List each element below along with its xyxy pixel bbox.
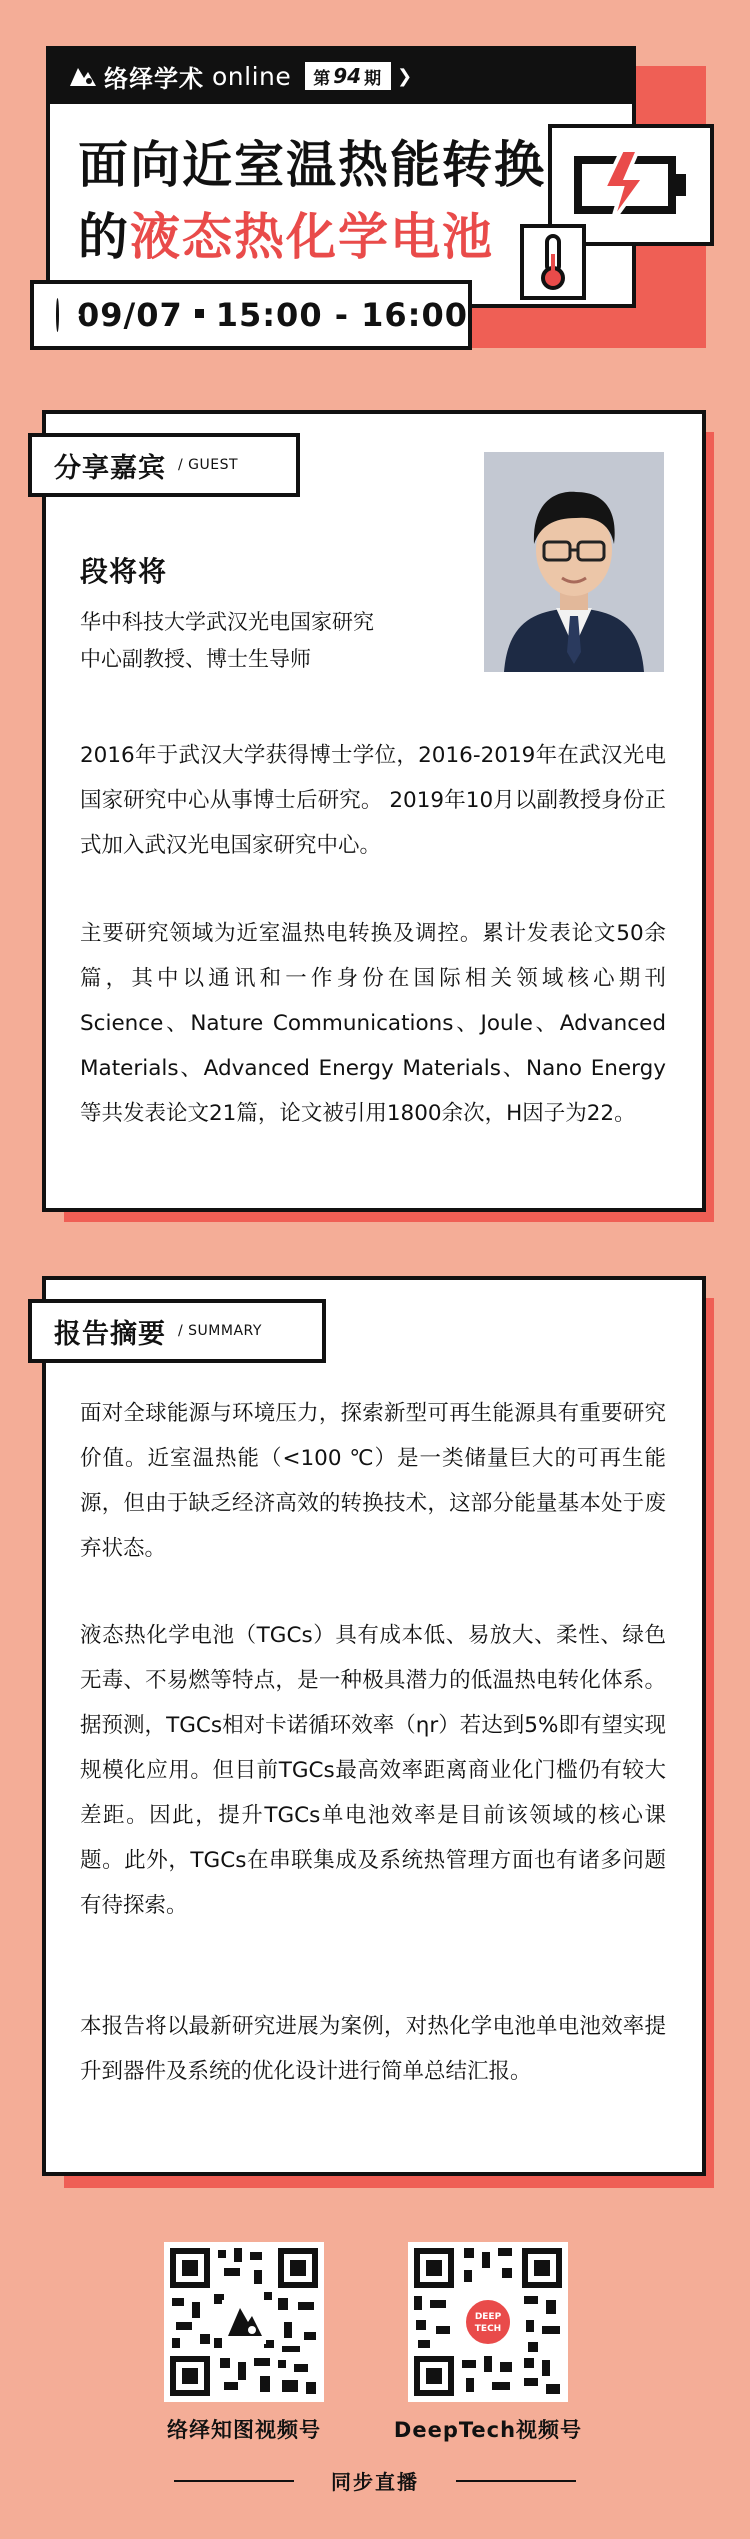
issue-badge [305, 62, 391, 90]
thermometer-icon [524, 228, 582, 296]
qr-code-icon [408, 2242, 568, 2402]
issue-number: 94 [333, 64, 362, 88]
brand-logo-icon [68, 64, 98, 88]
title-line-1: 面向近室温热能转换 [78, 136, 546, 194]
brand-name: 络绎学术 [104, 64, 204, 93]
guest-portrait-image [484, 452, 664, 672]
summary-paragraph-1: 面对全球能源与环境压力，探索新型可再生能源具有重要研究价值。近室温热能（<100 ℃）是一类储量巨大的可再生能源，但由于缺乏经济高效的转换技术，这部分能量基本处于废弃状态。 [80, 1401, 666, 1561]
brand-bar [50, 48, 634, 104]
guest-name: 段将将 [80, 555, 168, 588]
summary-section-title: 报告摘要 [54, 1318, 166, 1350]
title-line-2 [78, 208, 494, 266]
qr-label-deeptech: DeepTech视频号 [393, 2418, 583, 2442]
datetime-box [30, 280, 472, 350]
guest-bio-paragraph-1: 2016年于武汉大学获得博士学位，2016-2019年在武汉光电国家研究中心从事博士后研究。 2019年10月以副教授身份正式加入武汉光电国家研究中心。 [80, 743, 666, 858]
guest-section-tag [28, 433, 300, 497]
thermometer-icon-box [520, 224, 586, 300]
summary-section-subtitle: / SUMMARY [178, 1323, 262, 1339]
deeptech-logo-text-1: DEEP [474, 2312, 502, 2322]
guest-bio-paragraph-2: 主要研究领域为近室温热电转换及调控。累计发表论文50余篇，其中以通讯和一作身份在国际相关领域核心期刊Science、Nature Communications、Joule、Advanced Materials、Advanced Energy Materials、Nano Energy等共发表论文21篇，论文被引用1800余次，H因子为22。 [80, 921, 666, 1126]
deeptech-logo-text-2: TECH [474, 2324, 502, 2334]
time: 15:00 - 16:00 [215, 296, 468, 334]
guest-affiliation-line-2: 中心副教授、博士生导师 [80, 647, 311, 671]
issue-prefix: 第 [313, 68, 331, 89]
guest-avatar [484, 452, 664, 672]
guest-affiliation-line-1: 华中科技大学武汉光电国家研究 [80, 610, 374, 634]
date: 09/07 [76, 296, 183, 334]
brand-online: online [212, 61, 292, 91]
title-line-2-red: 液态热化学电池 [130, 208, 494, 266]
guest-section-title: 分享嘉宾 [54, 452, 166, 484]
divider-right [456, 2480, 576, 2482]
separator-dot [195, 309, 204, 318]
qr-code-icon [164, 2242, 324, 2402]
summary-paragraph-2: 液态热化学电池（TGCs）具有成本低、易放大、柔性、绿色无毒、不易燃等特点，是一种极具潜力的低温热电转化体系。据预测，TGCs相对卡诺循环效率（ηr）若达到5%即有望实现规模化应用。但目前TGCs最高效率距离商业化门槛仍有较大差距。因此，提升TGCs单电池效率是目前该领域的核心课题。此外，TGCs在串联集成及系统热管理方面也有诸多问题有待探索。 [80, 1623, 666, 1918]
guest-section-subtitle: / GUEST [178, 457, 239, 473]
qr-code-deeptech[interactable] [408, 2242, 568, 2402]
chevron-right-icon: ❯ [397, 65, 413, 87]
summary-section-tag [28, 1299, 326, 1363]
sync-live-label: 同步直播 [331, 2470, 419, 2494]
divider-left [174, 2480, 294, 2482]
play-icon [56, 298, 59, 332]
datetime [77, 296, 468, 334]
qr-label-luoyi: 络绎知图视频号 [167, 2418, 321, 2442]
issue-suffix: 期 [364, 68, 382, 89]
qr-code-luoyi[interactable] [164, 2242, 324, 2402]
summary-paragraph-3: 本报告将以最新研究进展为案例，对热化学电池单电池效率提升到器件及系统的优化设计进行简单总结汇报。 [80, 2014, 666, 2084]
guest-affiliation [80, 604, 470, 678]
title-line-2-black: 的 [78, 208, 130, 266]
